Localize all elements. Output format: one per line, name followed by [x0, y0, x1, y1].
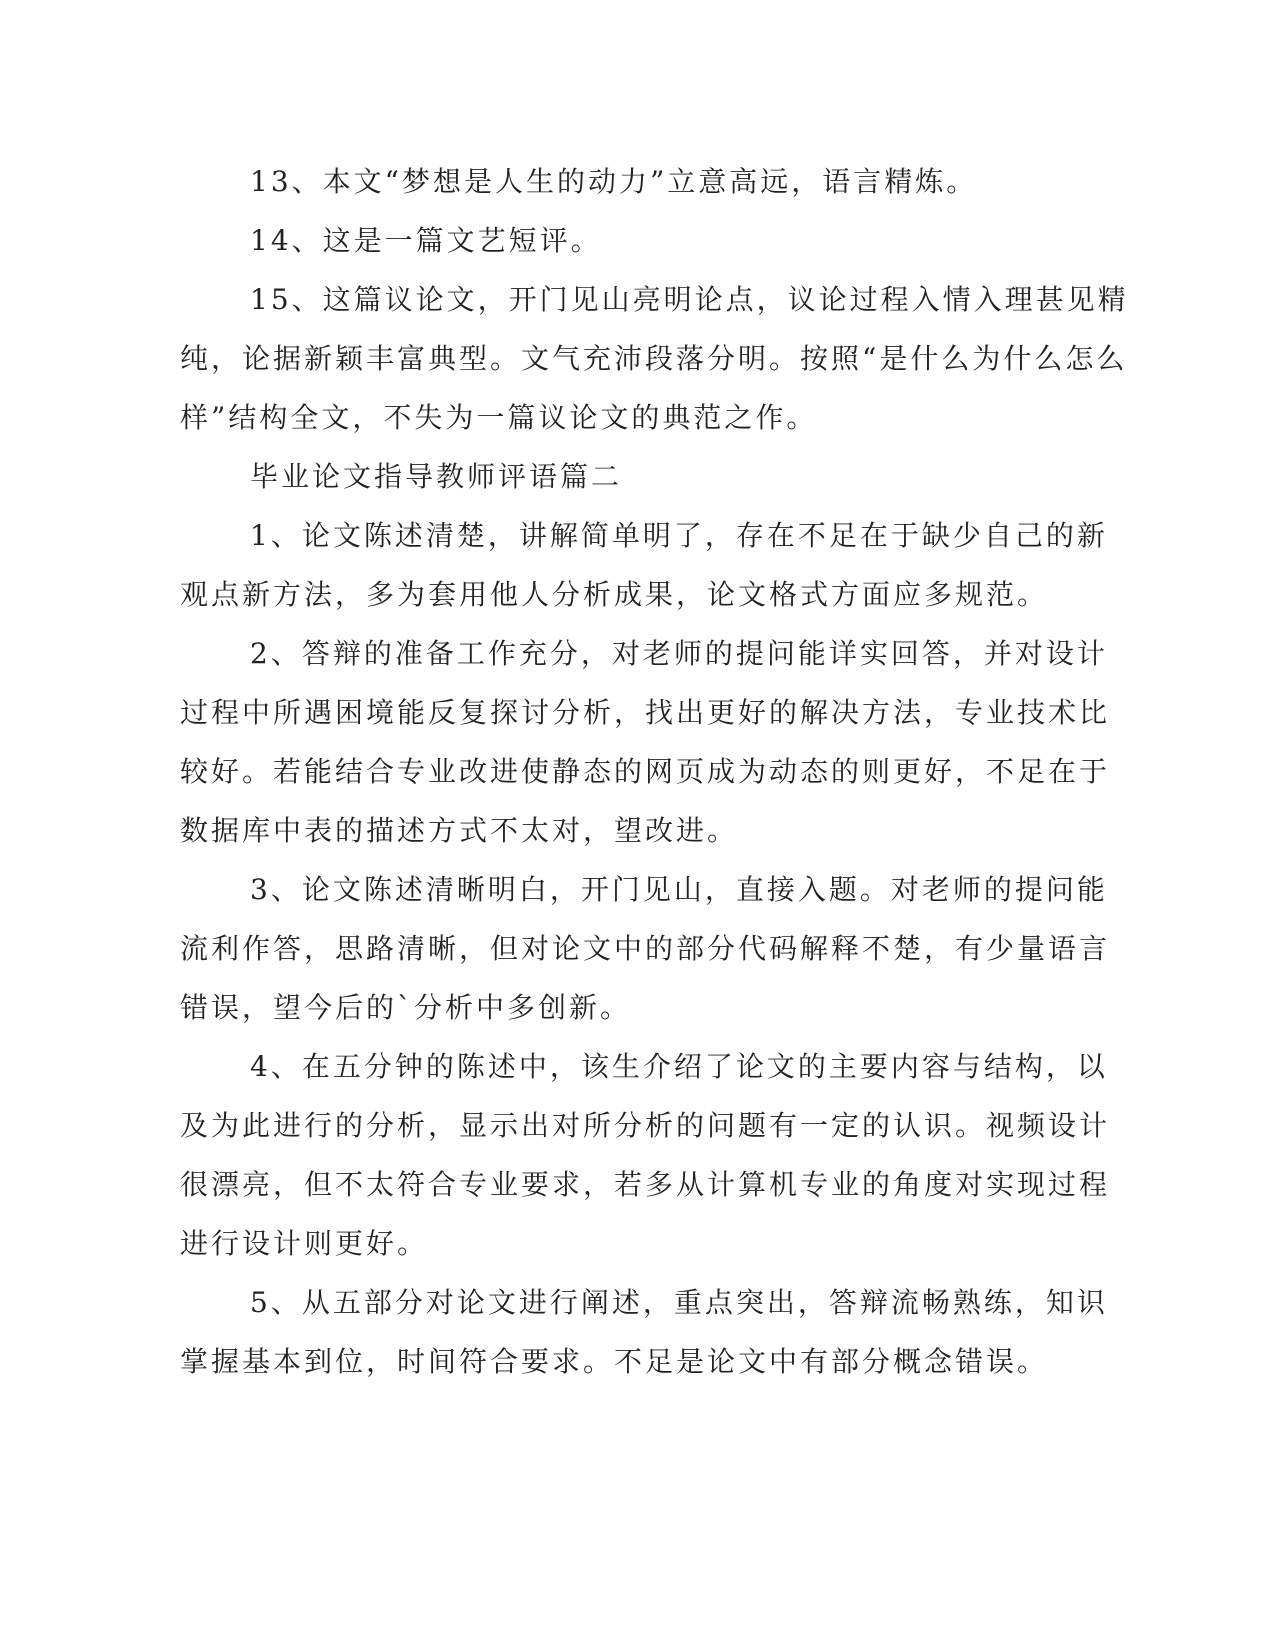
paragraph-14: 14、这是一篇文艺短评。 [250, 224, 602, 257]
comment-2-line-2: 过程中所遇困境能反复探讨分析，找出更好的解决方法，专业技术比 [180, 696, 1111, 729]
comment-3-line-1: 3、论文陈述清晰明白，开门见山，直接入题。对老师的提问能 [250, 873, 1108, 906]
section-heading: 毕业论文指导教师评语篇二 [250, 460, 623, 493]
comment-2-line-1: 2、答辩的准备工作充分，对老师的提问能详实回答，并对设计 [250, 637, 1108, 670]
paragraph-15-line-2: 纯，论据新颖丰富典型。文气充沛段落分明。按照“是什么为什么怎么 [180, 342, 1128, 375]
paragraph-13: 13、本文“梦想是人生的动力”立意高远，语言精炼。 [250, 165, 978, 198]
comment-3-line-3: 错误，望今后的`分析中多创新。 [180, 991, 632, 1024]
comment-3-line-2: 流利作答，思路清晰，但对论文中的部分代码解释不楚，有少量语言 [180, 932, 1111, 965]
paragraph-15-line-3: 样”结构全文，不失为一篇议论文的典范之作。 [180, 401, 818, 434]
comment-4-line-1: 4、在五分钟的陈述中，该生介绍了论文的主要内容与结构，以 [250, 1050, 1108, 1083]
comment-5-line-1: 5、从五部分对论文进行阐述，重点突出，答辩流畅熟练，知识 [250, 1286, 1108, 1319]
comment-2-line-4: 数据库中表的描述方式不太对，望改进。 [180, 814, 739, 847]
paragraph-15-line-1: 15、这篇议论文，开门见山亮明论点，议论过程入情入理甚见精 [250, 283, 1129, 316]
comment-4-line-4: 进行设计则更好。 [180, 1227, 429, 1260]
comment-4-line-3: 很漂亮，但不太符合专业要求，若多从计算机专业的角度对实现过程 [180, 1168, 1111, 1201]
comment-1-line-1: 1、论文陈述清楚，讲解简单明了，存在不足在于缺少自己的新 [250, 519, 1108, 552]
comment-2-line-3: 较好。若能结合专业改进使静态的网页成为动态的则更好，不足在于 [180, 755, 1111, 788]
comment-5-line-2: 掌握基本到位，时间符合要求。不足是论文中有部分概念错误。 [180, 1345, 1049, 1378]
comment-4-line-2: 及为此进行的分析，显示出对所分析的问题有一定的认识。视频设计 [180, 1109, 1111, 1142]
comment-1-line-2: 观点新方法，多为套用他人分析成果，论文格式方面应多规范。 [180, 578, 1049, 611]
